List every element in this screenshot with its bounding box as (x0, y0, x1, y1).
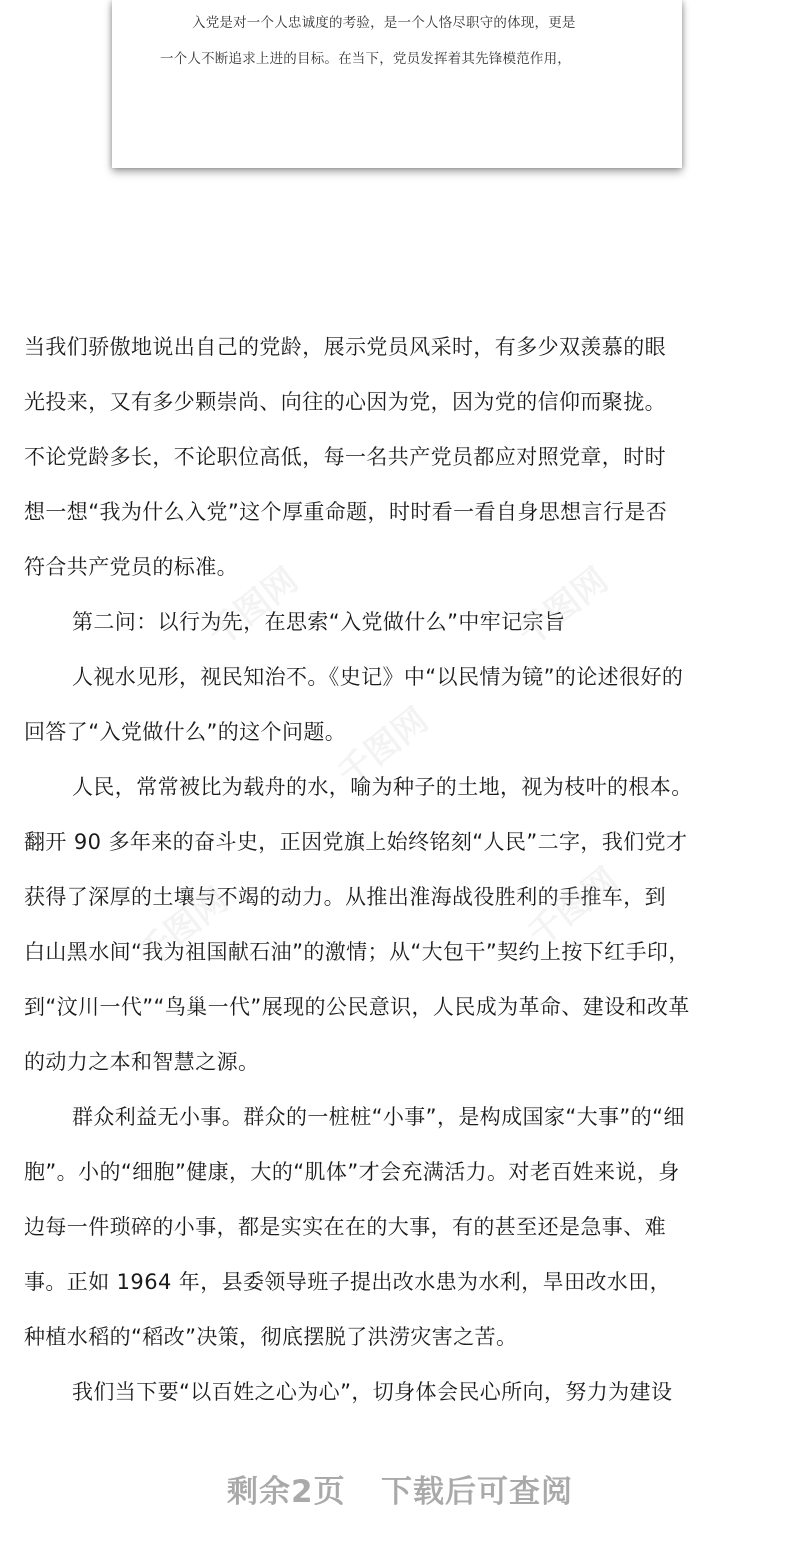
watermark: 千图网 (520, 860, 626, 955)
paragraph-line: 白山黑水间“我为祖国献石油”的激情；从“大包干”契约上按下红手印， (24, 940, 690, 964)
paragraph-line: 事。正如 1964 年，县委领导班子提出改水患为水利，旱田改水田， (24, 1270, 671, 1294)
paragraph-line: 想一想“我为什么入党”这个厚重命题，时时看一看自身思想言行是否 (24, 500, 668, 524)
paragraph-line: 回答了“入党做什么”的这个问题。 (24, 720, 347, 744)
document-body (24, 320, 784, 1420)
paragraph-line: 不论党龄多长，不论职位高低，每一名共产党员都应对照党章，时时 (24, 445, 666, 469)
paragraph-line: 到“汶川一代”“鸟巢一代”展现的公民意识，人民成为革命、建设和改革 (24, 995, 690, 1019)
preview-page-card (112, 0, 682, 168)
paragraph-line: 符合共产党员的标准。 (24, 555, 238, 579)
paragraph-line: 人视水见形，视民知治不。《史记》中“以民情为镜”的论述很好的 (72, 665, 684, 689)
watermark: 千图网 (510, 560, 616, 655)
paragraph-line: 边每一件琐碎的小事，都是实实在在的大事，有的甚至还是急事、难 (24, 1215, 666, 1239)
paragraph-line: 群众利益无小事。群众的一桩桩“小事”，是构成国家“大事”的“细 (72, 1105, 685, 1129)
paragraph-line: 胞”。小的“细胞”健康，大的“肌体”才会充满活力。对老百姓来说，身 (24, 1160, 680, 1184)
paragraph-line: 的动力之本和智慧之源。 (24, 1050, 260, 1074)
paragraph-line: 获得了深厚的土壤与不竭的动力。从推出淮海战役胜利的手推车，到 (24, 885, 666, 909)
paragraph-line: 种植水稻的“稻改”决策，彻底摆脱了洪涝灾害之苦。 (24, 1325, 518, 1349)
watermark: 千图网 (200, 560, 306, 655)
remaining-pages-banner[interactable] (0, 1462, 800, 1514)
paragraph-line: 当我们骄傲地说出自己的党龄，展示党员风采时，有多少双羡慕的眼 (24, 335, 666, 359)
watermark: 千图网 (130, 880, 236, 975)
remaining-pages-text[interactable]: 剩余2页 下载后可查阅 (227, 1473, 573, 1510)
preview-text-line: 一个人不断追求上进的目标。在当下，党员发挥着其先锋模范作用， (160, 51, 571, 67)
paragraph-line: 人民，常常被比为载舟的水，喻为种子的土地，视为枝叶的根本。 (72, 775, 693, 799)
paragraph-line: 翻开 90 多年来的奋斗史，正因党旗上始终铭刻“人民”二字，我们党才 (24, 830, 688, 854)
paragraph-line: 第二问：以行为先，在思索“入党做什么”中牢记宗旨 (72, 610, 566, 634)
watermark: 千图网 (330, 700, 436, 795)
paragraph-line: 光投来，又有多少颗崇尚、向往的心因为党，因为党的信仰而聚拢。 (24, 390, 666, 414)
preview-text-line: 入党是对一个人忠诚度的考验，是一个人恪尽职守的体现，更是 (192, 15, 576, 31)
paragraph-line: 我们当下要“以百姓之心为心”，切身体会民心所向，努力为建设 (72, 1380, 673, 1404)
